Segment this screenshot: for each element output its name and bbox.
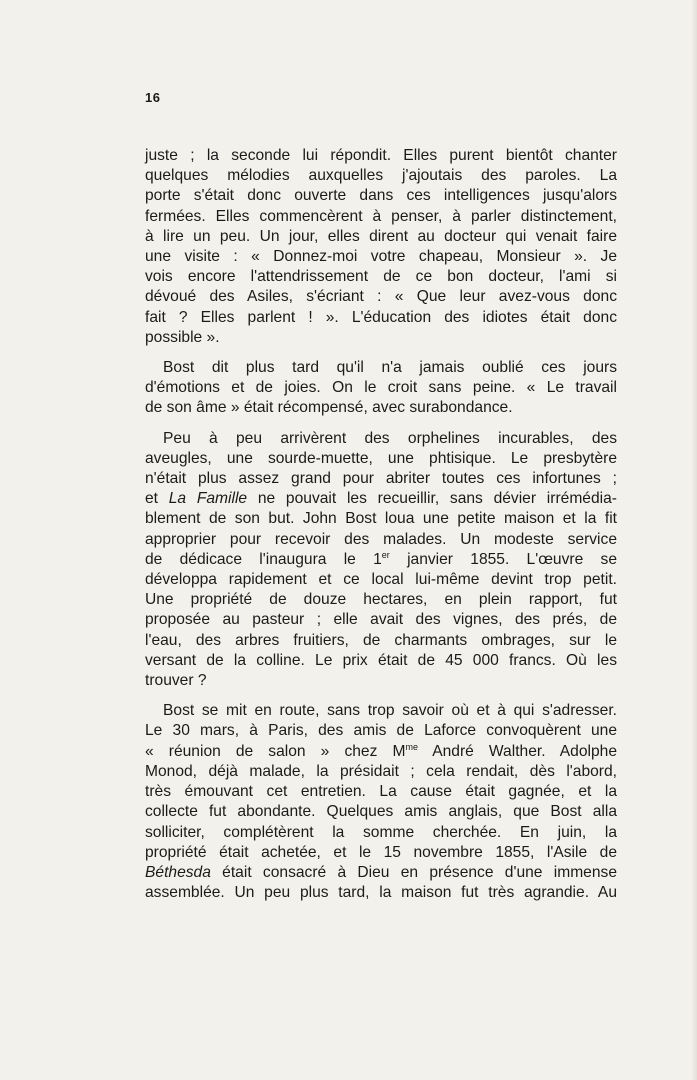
superscript: er <box>381 549 390 560</box>
text-line: Le 30 mars, à Paris, des amis de Laforce convoquèrent une <box>145 722 617 740</box>
text-line-with-superscript <box>145 742 617 762</box>
text-line-with-italic-title <box>145 489 617 509</box>
italic-title: Béthesda <box>145 863 211 881</box>
text-line: de son âme » était récompensé, avec surabondance. <box>145 399 513 417</box>
text-line: l'eau, des arbres fruitiers, de charmants ombrages, sur le <box>145 631 617 649</box>
page-number: 16 <box>145 90 161 105</box>
text-line: trouver ? <box>145 672 207 690</box>
text-line: solliciter, complétèrent la somme cherchée. En juin, la <box>145 823 617 841</box>
text-fragment: de dédicace l'inaugura le 1 <box>145 550 382 568</box>
text-line-with-superscript <box>145 550 617 570</box>
text-fragment: était consacré à Dieu en présence d'une immense <box>210 863 617 881</box>
text-line: propriété était achetée, et le 15 novembre 1855, l'Asile de <box>145 843 617 861</box>
text-line: blement de son but. John Bost loua une petite maison et la fit <box>145 510 617 528</box>
text-fragment: « réunion de salon » chez M <box>145 742 406 760</box>
text-line: porte s'était donc ouverte dans ces intelligences jusqu'alors <box>145 187 617 205</box>
text-line: approprier pour recevoir des malades. Un modeste service <box>145 530 617 548</box>
text-line: proposée au pasteur ; elle avait des vignes, des prés, de <box>145 611 617 629</box>
text-line: à lire un peu. Un jour, elles dirent au docteur qui venait faire <box>145 227 617 245</box>
text-fragment: janvier 1855. L'œuvre se <box>389 550 617 568</box>
body-text <box>145 146 617 903</box>
text-line: versant de la colline. Le prix était de 45 000 francs. Où les <box>145 651 617 669</box>
text-fragment: André Walther. Adolphe <box>417 742 617 760</box>
text-line: d'émotions et de joies. On le croit sans peine. « Le travail <box>145 379 617 397</box>
paragraph-4 <box>145 701 617 903</box>
text-line: fermées. Elles commencèrent à penser, à parler distinctement, <box>145 207 617 225</box>
italic-title: La Famille <box>168 490 248 508</box>
text-line: dévoué des Asiles, s'écriant : « Que leur avez-vous donc <box>145 288 617 306</box>
paragraph-2 <box>145 358 617 419</box>
text-line: une visite : « Donnez-moi votre chapeau, Monsieur ». Je <box>145 248 617 266</box>
text-line: très émouvant cet entretien. La cause était gagnée, et la <box>145 783 617 801</box>
text-line: possible ». <box>145 328 220 346</box>
paragraph-1 <box>145 146 617 348</box>
text-line: quelques mélodies auxquelles j'ajoutais des paroles. La <box>145 167 617 185</box>
text-line: collecte fut abondante. Quelques amis anglais, que Bost alla <box>145 803 617 821</box>
text-line: vois encore l'attendrissement de ce bon docteur, l'ami si <box>145 268 617 286</box>
page-edge <box>691 0 697 1080</box>
text-line: n'était plus assez grand pour abriter toutes ces infortunes ; <box>145 470 617 488</box>
text-line: Bost se mit en route, sans trop savoir où et à qui s'adresser. <box>163 702 617 720</box>
text-line: Monod, déjà malade, la présidait ; cela rendait, dès l'abord, <box>145 762 617 780</box>
text-line: Une propriété de douze hectares, en plein rapport, fut <box>145 591 617 609</box>
paragraph-3 <box>145 429 617 692</box>
text-line: fait ? Elles parlent ! ». L'éducation des idiotes était donc <box>145 308 617 326</box>
text-fragment: ne pouvait les recueillir, sans dévier irrémédia- <box>247 490 617 508</box>
text-line: Peu à peu arrivèrent des orphelines incurables, des <box>163 429 617 447</box>
text-line: Bost dit plus tard qu'il n'a jamais oublié ces jours <box>163 359 617 377</box>
text-line: juste ; la seconde lui répondit. Elles purent bientôt chanter <box>145 147 617 164</box>
text-line: aveugles, une sourde-muette, une phtisique. Le presbytère <box>145 449 617 467</box>
text-line: développa rapidement et ce local lui-même devint trop petit. <box>145 571 617 589</box>
superscript: me <box>405 741 418 752</box>
text-fragment: et <box>145 490 169 508</box>
text-line-with-italic-title <box>145 863 617 883</box>
text-line: assemblée. Un peu plus tard, la maison fut très agrandie. Au <box>145 884 617 902</box>
